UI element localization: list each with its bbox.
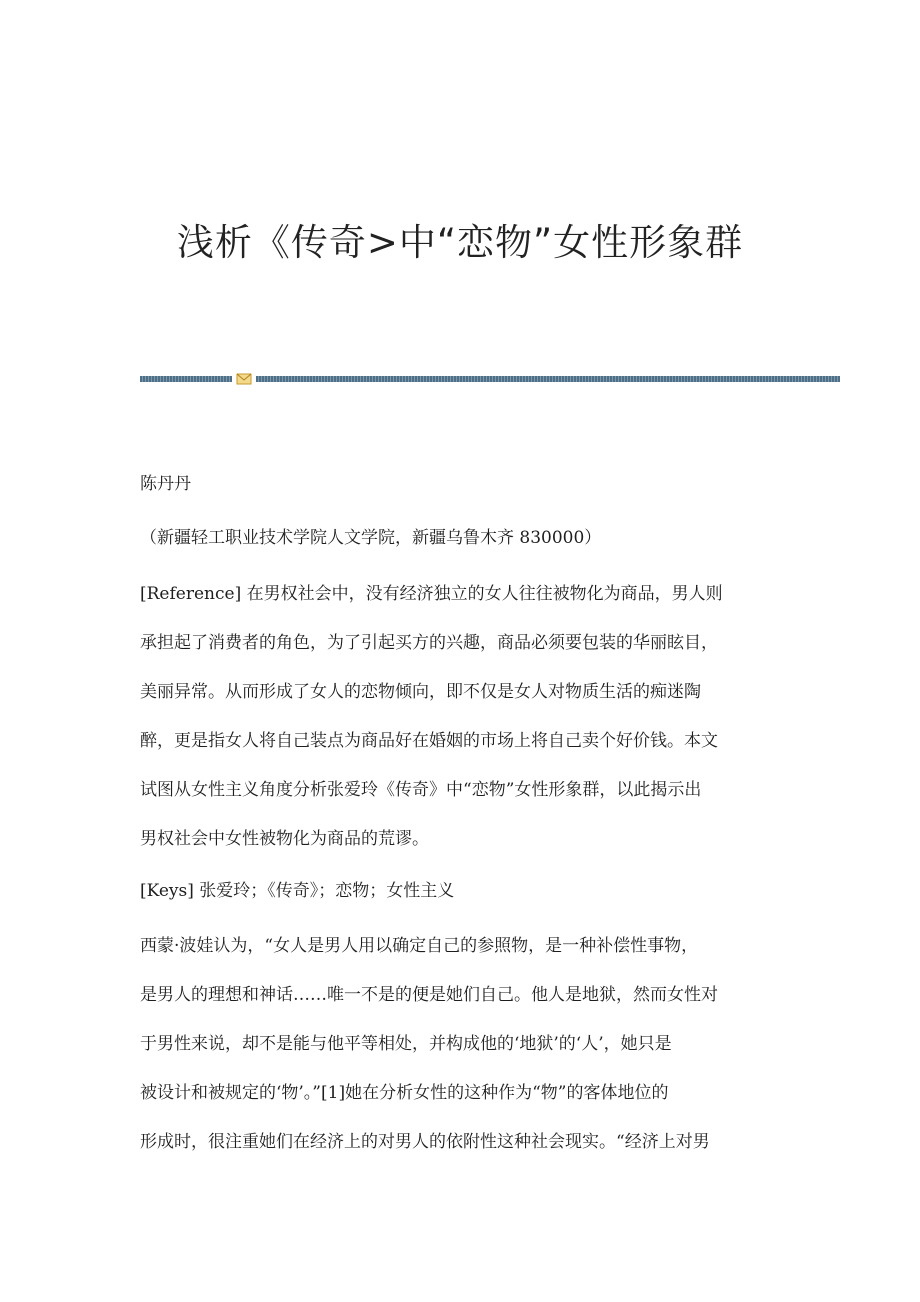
abstract-line: 男权社会中女性被物化为商品的荒谬。 bbox=[140, 829, 429, 849]
page-title: 浅析《传奇>中“恋物”女性形象群 bbox=[176, 221, 744, 264]
abstract bbox=[140, 570, 780, 864]
abstract-line: 承担起了消费者的角色，为了引起买方的兴趣，商品必须要包装的华丽眩目， bbox=[140, 633, 718, 653]
envelope-ornament-icon bbox=[236, 373, 252, 385]
body-paragraph bbox=[140, 922, 780, 1167]
body-line: 被设计和被规定的‘物’。”[1]她在分析女性的这种作为“物”的客体地位的 bbox=[140, 1083, 669, 1103]
body-line: 是男人的理想和神话……唯一不是的便是她们自己。他人是地狱，然而女性对 bbox=[140, 985, 718, 1005]
keywords: [Keys] 张爱玲；《传奇》；恋物；女性主义 bbox=[140, 881, 455, 901]
body-line: 于男性来说，却不是能与他平等相处，并构成他的‘地狱’的‘人’，她只是 bbox=[140, 1034, 672, 1054]
divider-bar-right bbox=[256, 376, 840, 382]
divider-bar-left bbox=[140, 376, 232, 382]
abstract-line: [Reference] 在男权社会中，没有经济独立的女人往往被物化为商品，男人则 bbox=[140, 584, 723, 604]
abstract-line: 试图从女性主义角度分析张爱玲《传奇》中“恋物”女性形象群，以此揭示出 bbox=[140, 780, 702, 800]
title-divider bbox=[140, 373, 840, 385]
abstract-line: 美丽异常。从而形成了女人的恋物倾向，即不仅是女人对物质生活的痴迷陶 bbox=[140, 682, 701, 702]
abstract-line: 醉，更是指女人将自己装点为商品好在婚姻的市场上将自己卖个好价钱。本文 bbox=[140, 731, 718, 751]
body-line: 西蒙·波娃认为，“女人是男人用以确定自己的参照物，是一种补偿性事物， bbox=[140, 936, 699, 956]
body-line: 形成时，很注重她们在经济上的对男人的依附性这种社会现实。“经济上对男 bbox=[140, 1132, 710, 1152]
author-name: 陈丹丹 bbox=[140, 474, 191, 494]
author-affiliation: （新疆轻工职业技术学院人文学院，新疆乌鲁木齐 830000） bbox=[140, 528, 602, 548]
